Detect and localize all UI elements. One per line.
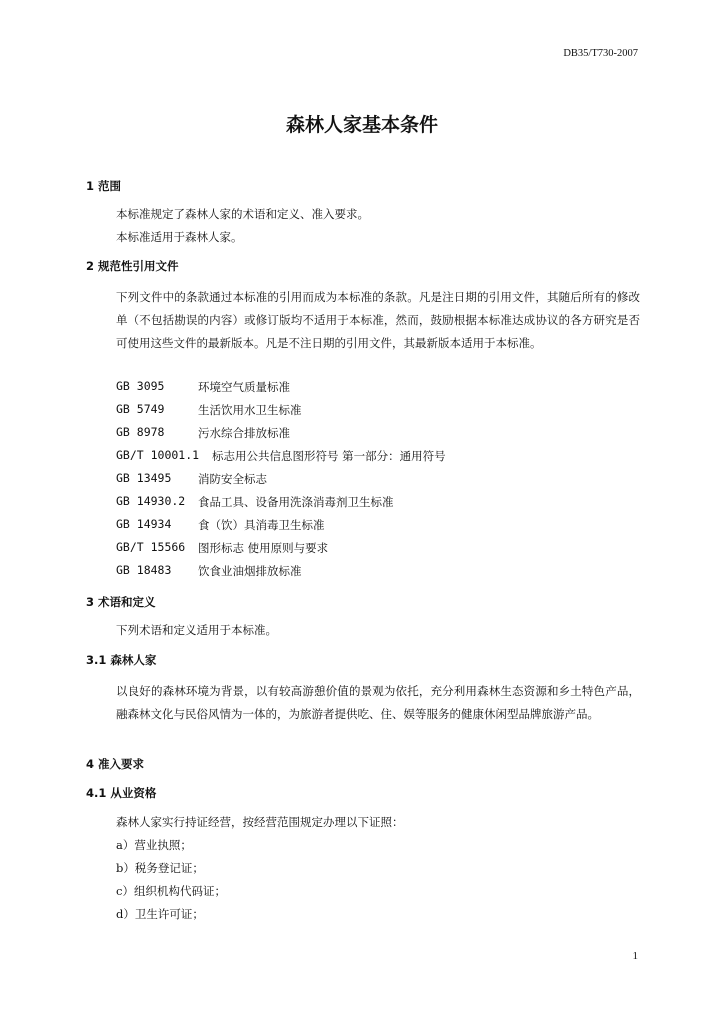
ref-name: 消防安全标志 [198, 472, 267, 486]
list-item: c）组织机构代码证； [116, 884, 226, 898]
ref-code: GB/T 15566 [116, 540, 186, 554]
list-item: b）税务登记证； [116, 861, 204, 875]
ref-name: 饮食业油烟排放标准 [198, 564, 302, 578]
ref-code: GB 14934 [116, 517, 172, 531]
ref-name: 污水综合排放标准 [198, 426, 290, 440]
section-3-heading: 3 术语和定义 [86, 595, 156, 609]
ref-name: 图形标志 使用原则与要求 [198, 541, 329, 555]
ref-name: 食（饮）具消毒卫生标准 [198, 518, 325, 532]
ref-name: 食品工具、设备用洗涤消毒剂卫生标准 [198, 495, 394, 509]
ref-code: GB/T 10001.1 [116, 448, 200, 462]
section-4-1-heading: 4.1 从业资格 [86, 786, 157, 800]
page-number: 1 [632, 950, 638, 962]
document-title: 森林人家基本条件 [285, 114, 438, 136]
ref-code: GB 13495 [116, 471, 172, 485]
section-4-heading: 4 准入要求 [86, 757, 145, 771]
ref-code: GB 5749 [116, 402, 165, 416]
standard-code: DB35/T730-2007 [563, 48, 638, 59]
ref-code: GB 8978 [116, 425, 165, 439]
section-1-heading: 1 范围 [86, 179, 122, 193]
section-3-1-heading: 3.1 森林人家 [86, 653, 157, 667]
section-1-line-1: 本标准规定了森林人家的术语和定义、准入要求。 [116, 207, 369, 221]
section-2-paragraph: 下列文件中的条款通过本标准的引用而成为本标准的条款。凡是注日期的引用文件，其随后所有的修改单（不包括勘误的内容）或修订版均不适用于本标准，然而，鼓励根据本标准达成协议的各方研究是否可使用这些文件的最新版本。凡是不注日期的引用文件，其最新版本适用于本标准。 [116, 290, 640, 350]
ref-name: 生活饮用水卫生标准 [198, 403, 302, 417]
list-item: d）卫生许可证； [116, 907, 204, 921]
section-1-line-2: 本标准适用于森林人家。 [116, 230, 243, 244]
list-item: a）营业执照； [116, 838, 192, 852]
ref-code: GB 3095 [116, 379, 165, 393]
section-4-1-line: 森林人家实行持证经营，按经营范围规定办理以下证照： [116, 815, 404, 829]
section-2-heading: 2 规范性引用文件 [86, 259, 179, 273]
ref-code: GB 18483 [116, 563, 172, 577]
ref-code: GB 14930.2 [116, 494, 186, 508]
ref-name: 环境空气质量标准 [198, 380, 290, 394]
section-3-1-paragraph: 以良好的森林环境为背景，以有较高游憩价值的景观为依托，充分利用森林生态资源和乡土特色产品，融森林文化与民俗风情为一体的，为旅游者提供吃、住、娱等服务的健康休闲型品牌旅游产品。 [116, 684, 640, 721]
ref-name: 标志用公共信息图形符号 第一部分：通用符号 [212, 449, 446, 463]
section-3-line: 下列术语和定义适用于本标准。 [116, 623, 277, 637]
